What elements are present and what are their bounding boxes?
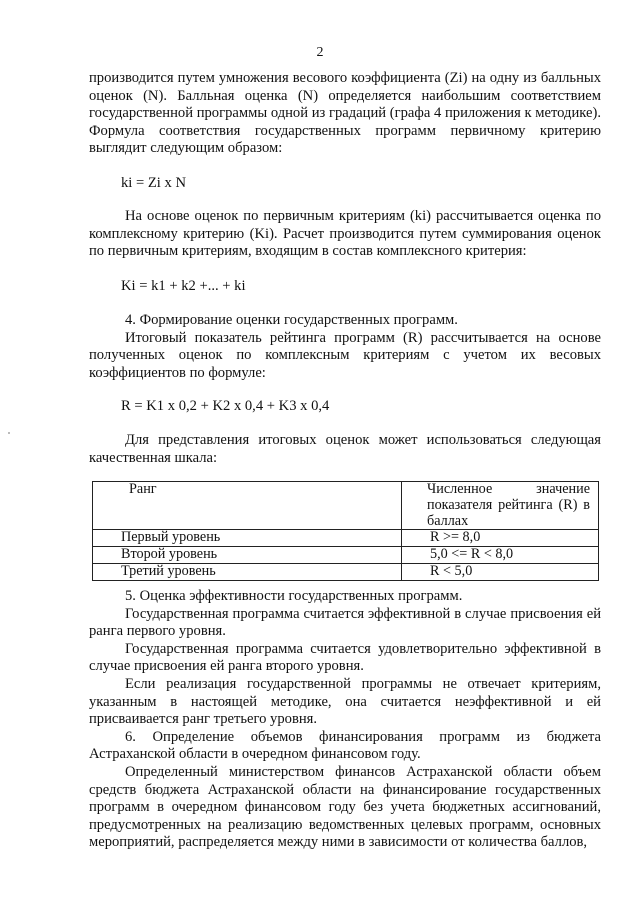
- paragraph-scale-intro: [89, 432, 601, 467]
- table-cell-value: 5,0 <= R < 8,0: [402, 547, 599, 564]
- formula-ki: ki = Zi x N: [121, 175, 186, 191]
- table-header-rank: Ранг: [93, 482, 402, 530]
- table-cell-rank: Второй уровень: [93, 547, 402, 564]
- formula-Ki: Ki = k1 + k2 +... + ki: [121, 278, 246, 294]
- table-cell-rank: Третий уровень: [93, 563, 402, 580]
- table-header-value: Численное значение показателя рейтинга (R) в баллах: [402, 482, 599, 530]
- paragraph-text: Итоговый показатель рейтинга программ (R) рассчитывается на основе полученных оценок по комплексным критериям с учетом их весовых коэффициентов по формуле:: [89, 329, 601, 381]
- formula-R: R = K1 x 0,2 + K2 x 0,4 + K3 x 0,4: [121, 398, 330, 414]
- page-number: 2: [316, 45, 324, 60]
- paragraph-text: Определенный министерством финансов Астраханской области объем средств бюджета Астраханской области на финансирование государственных программ в очередном финансовом году без учета бюджетных ассигнований, предусмотренных на реализацию ведомственных целевых программ, основных мероприятий, распределяется между ними в зависимости от количества баллов,: [89, 763, 601, 851]
- section-heading: 5. Оценка эффективности государственных программ.: [125, 588, 463, 604]
- paragraph-text: Государственная программа считается эффективной в случае присвоения ей ранга первого уровня.: [89, 605, 601, 640]
- section-heading: 4. Формирование оценки государственных программ.: [125, 312, 458, 328]
- table-row: [93, 563, 599, 580]
- sections-5-6: [89, 588, 601, 852]
- section-heading: 6. Определение объемов финансирования программ из бюджета Астраханской области в очередном финансовом году.: [89, 728, 601, 763]
- scan-speck: [8, 432, 10, 434]
- table-row: [93, 547, 599, 564]
- table-header-row: [93, 482, 599, 530]
- section-4: [89, 312, 601, 382]
- paragraph-text: производится путем умножения весового коэффициента (Zi) на одну из балльных оценок (N). Балльная оценка (N) определяется наибольшим соответствием государственной программы одной из градаций (графа 4 приложения к методике). Формула соответствия государственных программ первичному критерию выглядит следующим образом:: [89, 70, 601, 157]
- paragraph-complex-criterion: [89, 208, 601, 261]
- rating-scale-table: [92, 481, 599, 581]
- table-cell-value: R >= 8,0: [402, 530, 599, 547]
- paragraph-text: На основе оценок по первичным критериям (ki) рассчитывается оценка по комплексному критерию (Ki). Расчет производится путем суммирования оценок по первичным критериям, входящим в состав комплексного критерия:: [89, 208, 601, 260]
- table-cell-value: R < 5,0: [402, 563, 599, 580]
- paragraph-intro: [89, 70, 601, 158]
- table-cell-rank: Первый уровень: [93, 530, 402, 547]
- paragraph-text: Для представления итоговых оценок может использоваться следующая качественная шкала:: [89, 432, 601, 466]
- paragraph-text: Государственная программа считается удовлетворительно эффективной в случае присвоения ей ранга второго уровня.: [89, 640, 601, 675]
- table-row: [93, 530, 599, 547]
- paragraph-text: Если реализация государственной программы не отвечает критериям, указанным в настоящей методике, она считается неэффективной и ей присваивается ранг третьего уровня.: [89, 675, 601, 728]
